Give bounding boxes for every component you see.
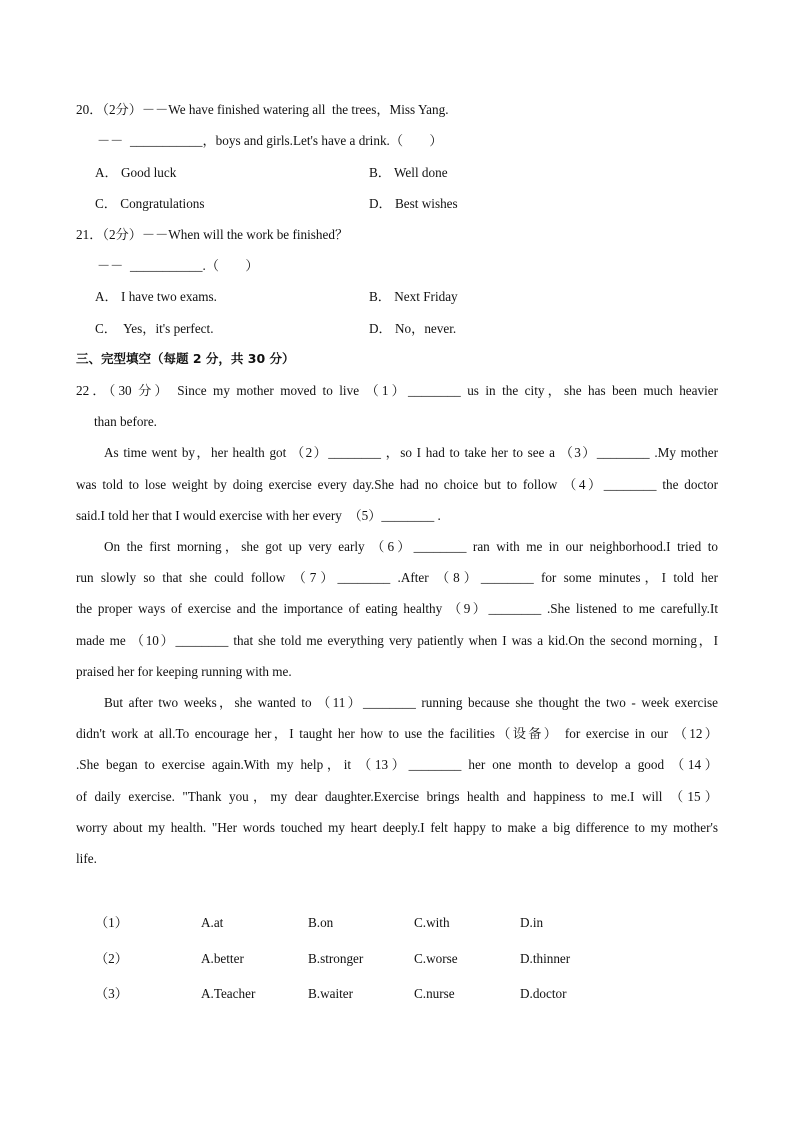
choice-c: C.worse: [414, 951, 458, 966]
choice-d: D.doctor: [520, 986, 567, 1001]
option-letter: C．: [95, 321, 117, 336]
choice-number: （2）: [95, 951, 128, 966]
choice-d: D.thinner: [520, 951, 571, 966]
choice-d: D.in: [520, 915, 544, 930]
passage-line: run slowly so that she could follow （7）________ .After （8）________ for some minutes，I told her: [76, 570, 718, 585]
passage-line: 22．（30 分） Since my mother moved to live （1）________ us in the city，she has been much heavier: [76, 383, 718, 398]
q21-reply: －－ ___________.（ ）: [97, 258, 259, 273]
passage-line: was told to lose weight by doing exercise every day.She had no choice but to follow （4）________ the doctor: [76, 477, 718, 492]
option-text: I have two exams.: [121, 289, 217, 304]
passage-line: made me （10）________ that she told me everything very patiently when I was a kid.On the second morning，I: [76, 633, 718, 648]
choice-c: C.with: [414, 915, 450, 930]
passage-line: said.I told her that I would exercise with her every （5）________ .: [76, 508, 441, 523]
passage-line: On the first morning，she got up very early （6）________ ran with me in our neighborhood.I tried to: [104, 539, 718, 554]
passage-line: didn't work at all.To encourage her，I taught her how to use the facilities（设备） for exercise in our （12）: [76, 726, 718, 741]
passage-line: As time went by，her health got （2）________ ，so I had to take her to see a （3）________ .My mother: [104, 445, 718, 460]
q20-option-b: [369, 164, 448, 182]
option-letter: B．: [369, 289, 391, 304]
q20-stem: 20．（2分）－－We have finished watering all the trees，Miss Yang.: [76, 102, 449, 117]
option-letter: A．: [95, 289, 118, 304]
option-text: Yes，it's perfect.: [120, 321, 214, 336]
option-letter: A．: [95, 165, 118, 180]
passage-line: than before.: [94, 414, 157, 429]
q21-stem: 21．（2分）－－When will the work be finished？: [76, 227, 349, 242]
choice-a: A.Teacher: [201, 986, 256, 1001]
choice-number: （1）: [95, 915, 128, 930]
option-text: Congratulations: [120, 196, 205, 211]
option-text: Best wishes: [395, 196, 458, 211]
choice-a: A.at: [201, 915, 224, 930]
passage-line: the proper ways of exercise and the importance of eating healthy （9）________ .She listened to me carefully.It: [76, 601, 718, 616]
option-text: Well done: [394, 165, 448, 180]
q20-option-d: [369, 195, 458, 213]
passage-line: .She began to exercise again.With my help，it （13）________ her one month to develop a good （14）: [76, 757, 718, 772]
q20-option-a: [95, 164, 176, 182]
option-letter: D．: [369, 196, 392, 211]
passage-line: of daily exercise. "Thank you，my dear daughter.Exercise brings health and happiness to me.I will （15）: [76, 789, 718, 804]
choice-b: B.stronger: [308, 951, 364, 966]
option-text: Good luck: [121, 165, 177, 180]
q20-reply: －－ ___________，boys and girls.Let's have a drink.（ ）: [97, 133, 443, 148]
option-letter: C．: [95, 196, 117, 211]
choice-a: A.better: [201, 951, 244, 966]
choice-b: B.on: [308, 915, 334, 930]
passage-line: worry about my health. "Her words touched my heart deeply.I felt happy to make a big difference to my mother's: [76, 820, 718, 835]
q21-option-b: [369, 288, 458, 306]
choice-c: C.nurse: [414, 986, 455, 1001]
option-letter: D．: [369, 321, 392, 336]
q20-option-c: [95, 195, 205, 213]
option-letter: B．: [369, 165, 391, 180]
q21-option-d: [369, 320, 456, 338]
section-heading: 三、完型填空（每题 2 分，共 30 分）: [76, 351, 295, 366]
option-text: Next Friday: [394, 289, 458, 304]
q21-option-a: [95, 288, 217, 306]
option-text: No，never.: [395, 321, 457, 336]
choice-number: （3）: [95, 986, 128, 1001]
passage-line: praised her for keeping running with me.: [76, 664, 292, 679]
choice-b: B.waiter: [308, 986, 354, 1001]
q21-option-c: [95, 320, 214, 338]
passage-line: But after two weeks，she wanted to （11）________ running because she thought the two - week exercise: [104, 695, 718, 710]
passage-line: life.: [76, 851, 97, 866]
